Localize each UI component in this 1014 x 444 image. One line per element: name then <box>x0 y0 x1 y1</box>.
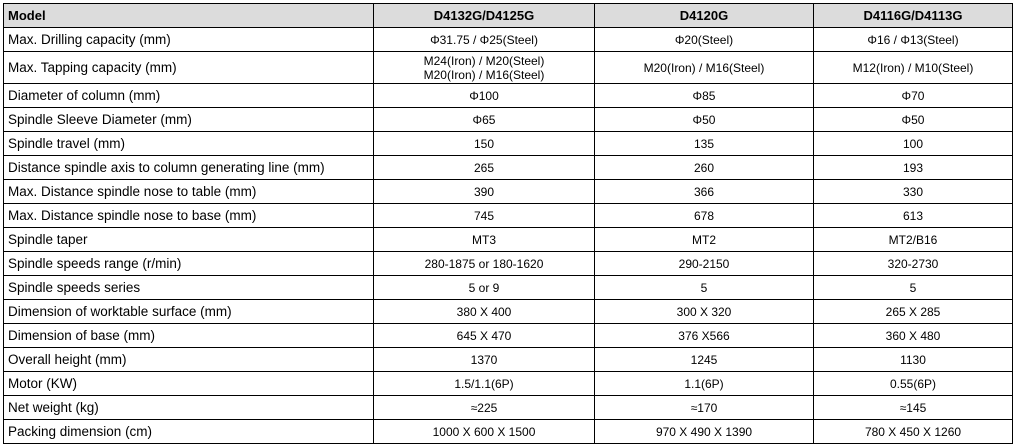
row-label: Spindle speeds series <box>4 276 374 300</box>
cell-value: 5 <box>814 276 1013 300</box>
table-row <box>4 156 1013 180</box>
cell-value: 780 X 450 X 1260 <box>814 420 1013 444</box>
cell-value: 150 <box>374 132 595 156</box>
cell-value-line: M24(Iron) / M20(Steel) <box>423 53 545 68</box>
cell-value: M20(Iron) / M16(Steel) <box>595 52 814 84</box>
cell-value: 0.55(6P) <box>814 372 1013 396</box>
cell-value: 1130 <box>814 348 1013 372</box>
row-label: Overall height (mm) <box>4 348 374 372</box>
table-row <box>4 228 1013 252</box>
cell-value: 380 X 400 <box>374 300 595 324</box>
header-d4116g-d4113g: D4116G/D4113G <box>814 4 1013 28</box>
table-row <box>4 52 1013 84</box>
header-d4132g-d4125g: D4132G/D4125G <box>374 4 595 28</box>
cell-value: 360 X 480 <box>814 324 1013 348</box>
cell-value: 330 <box>814 180 1013 204</box>
cell-value: 745 <box>374 204 595 228</box>
row-label: Max. Tapping capacity (mm) <box>4 52 374 84</box>
row-label: Max. Distance spindle nose to table (mm) <box>4 180 374 204</box>
header-row <box>4 4 1013 28</box>
table-row <box>4 420 1013 444</box>
cell-value: 645 X 470 <box>374 324 595 348</box>
cell-value: 265 <box>374 156 595 180</box>
table-row <box>4 28 1013 52</box>
cell-value: Φ50 <box>814 108 1013 132</box>
table-row <box>4 84 1013 108</box>
cell-value: MT2/B16 <box>814 228 1013 252</box>
row-label: Spindle speeds range (r/min) <box>4 252 374 276</box>
cell-value: 5 or 9 <box>374 276 595 300</box>
cell-value: 1370 <box>374 348 595 372</box>
cell-value: Φ20(Steel) <box>595 28 814 52</box>
row-label: Motor (KW) <box>4 372 374 396</box>
cell-value: 280-1875 or 180-1620 <box>374 252 595 276</box>
row-label: Diameter of column (mm) <box>4 84 374 108</box>
cell-value: MT3 <box>374 228 595 252</box>
cell-value: Φ85 <box>595 84 814 108</box>
cell-value: 376 X566 <box>595 324 814 348</box>
spec-table <box>3 3 1013 444</box>
table-row <box>4 132 1013 156</box>
row-label: Packing dimension (cm) <box>4 420 374 444</box>
row-label: Dimension of base (mm) <box>4 324 374 348</box>
table-row <box>4 276 1013 300</box>
cell-value: ≈145 <box>814 396 1013 420</box>
header-d4120g: D4120G <box>595 4 814 28</box>
cell-value: 390 <box>374 180 595 204</box>
table-row <box>4 252 1013 276</box>
cell-value: 265 X 285 <box>814 300 1013 324</box>
cell-value: 1245 <box>595 348 814 372</box>
table-row <box>4 396 1013 420</box>
cell-value: 366 <box>595 180 814 204</box>
cell-value: 290-2150 <box>595 252 814 276</box>
cell-value: M12(Iron) / M10(Steel) <box>814 52 1013 84</box>
row-label: Spindle taper <box>4 228 374 252</box>
cell-value: ≈225 <box>374 396 595 420</box>
row-label: Spindle travel (mm) <box>4 132 374 156</box>
cell-value: 1.1(6P) <box>595 372 814 396</box>
cell-value: Φ65 <box>374 108 595 132</box>
cell-value: 193 <box>814 156 1013 180</box>
table-row <box>4 180 1013 204</box>
cell-value: 100 <box>814 132 1013 156</box>
table-row <box>4 372 1013 396</box>
row-label: Max. Distance spindle nose to base (mm) <box>4 204 374 228</box>
row-label: Dimension of worktable surface (mm) <box>4 300 374 324</box>
cell-value: 1.5/1.1(6P) <box>374 372 595 396</box>
table-row <box>4 108 1013 132</box>
table-row <box>4 348 1013 372</box>
cell-value: 260 <box>595 156 814 180</box>
header-model: Model <box>4 4 374 28</box>
table-row <box>4 204 1013 228</box>
cell-value: 1000 X 600 X 1500 <box>374 420 595 444</box>
cell-value: 678 <box>595 204 814 228</box>
table-row <box>4 300 1013 324</box>
cell-value: Φ50 <box>595 108 814 132</box>
cell-value: 300 X 320 <box>595 300 814 324</box>
cell-value-line: M20(Iron) / M16(Steel) <box>423 67 545 82</box>
cell-value: 970 X 490 X 1390 <box>595 420 814 444</box>
cell-value: Φ16 / Φ13(Steel) <box>814 28 1013 52</box>
row-label: Spindle Sleeve Diameter (mm) <box>4 108 374 132</box>
cell-value: Φ100 <box>374 84 595 108</box>
row-label: Net weight (kg) <box>4 396 374 420</box>
cell-value: Φ70 <box>814 84 1013 108</box>
table-row <box>4 324 1013 348</box>
cell-value: MT2 <box>595 228 814 252</box>
cell-value: 5 <box>595 276 814 300</box>
cell-value: 613 <box>814 204 1013 228</box>
cell-value: ≈170 <box>595 396 814 420</box>
cell-value <box>374 52 595 84</box>
cell-value: 320-2730 <box>814 252 1013 276</box>
row-label: Distance spindle axis to column generating line (mm) <box>4 156 374 180</box>
cell-value: 135 <box>595 132 814 156</box>
row-label: Max. Drilling capacity (mm) <box>4 28 374 52</box>
cell-value: Φ31.75 / Φ25(Steel) <box>374 28 595 52</box>
